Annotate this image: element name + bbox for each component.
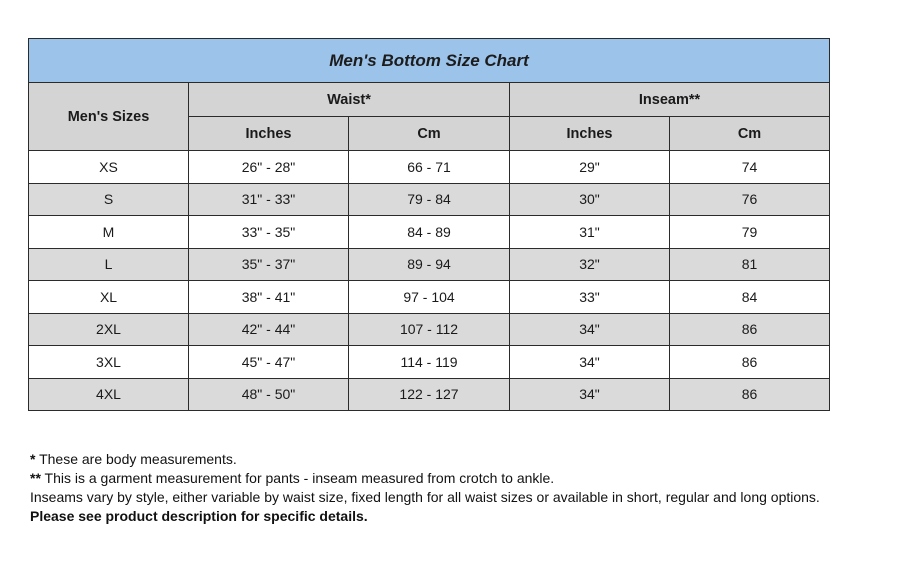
inseam-inches-header: Inches: [510, 117, 670, 151]
table-row: [29, 346, 830, 379]
table-row: [29, 248, 830, 281]
footnote-text: This is a garment measurement for pants - inseam measured from crotch to ankle.: [40, 470, 555, 486]
waist-group-header: Waist*: [189, 83, 510, 117]
waist-cm-header: Cm: [349, 117, 510, 151]
waist-cm-cell: 107 - 112: [349, 313, 510, 346]
inseam-cm-cell: 74: [670, 151, 830, 184]
inseam-cm-cell: 86: [670, 313, 830, 346]
inseam-inches-cell: 29": [510, 151, 670, 184]
note-bold-text: Please see product description for specific details.: [30, 508, 368, 524]
waist-cm-cell: 89 - 94: [349, 248, 510, 281]
inseam-inches-cell: 34": [510, 313, 670, 346]
waist-cm-cell: 66 - 71: [349, 151, 510, 184]
footnote-body-measurements: [30, 450, 860, 469]
inseam-group-header: Inseam**: [510, 83, 830, 117]
note-text: Inseams vary by style, either variable by waist size, fixed length for all waist sizes or available in short, regular and long options.: [30, 489, 820, 505]
size-cell: L: [29, 248, 189, 281]
waist-inches-cell: 48" - 50": [189, 378, 349, 411]
waist-cm-cell: 122 - 127: [349, 378, 510, 411]
waist-inches-cell: 26" - 28": [189, 151, 349, 184]
inseam-cm-cell: 84: [670, 281, 830, 314]
size-column-header: Men's Sizes: [29, 83, 189, 151]
inseam-inches-cell: 34": [510, 346, 670, 379]
inseam-inches-cell: 31": [510, 216, 670, 249]
inseam-cm-cell: 86: [670, 378, 830, 411]
footnote-text: These are body measurements.: [35, 451, 237, 467]
footnote-marker: *: [30, 451, 36, 467]
inseam-cm-header: Cm: [670, 117, 830, 151]
footnote-marker: **: [30, 470, 41, 486]
waist-cm-cell: 114 - 119: [349, 346, 510, 379]
size-cell: 2XL: [29, 313, 189, 346]
size-chart-table: [28, 38, 830, 411]
waist-inches-cell: 38" - 41": [189, 281, 349, 314]
table-row: [29, 216, 830, 249]
waist-cm-cell: 79 - 84: [349, 183, 510, 216]
waist-inches-header: Inches: [189, 117, 349, 151]
chart-title: Men's Bottom Size Chart: [29, 39, 830, 83]
inseam-inches-cell: 34": [510, 378, 670, 411]
waist-inches-cell: 33" - 35": [189, 216, 349, 249]
inseam-cm-cell: 86: [670, 346, 830, 379]
table-row: [29, 378, 830, 411]
waist-inches-cell: 31" - 33": [189, 183, 349, 216]
size-cell: M: [29, 216, 189, 249]
table-row: [29, 313, 830, 346]
footnotes: [30, 450, 860, 526]
inseam-cm-cell: 81: [670, 248, 830, 281]
waist-cm-cell: 84 - 89: [349, 216, 510, 249]
table-row: [29, 151, 830, 184]
size-cell: XS: [29, 151, 189, 184]
waist-inches-cell: 45" - 47": [189, 346, 349, 379]
inseam-inches-cell: 32": [510, 248, 670, 281]
footnote-garment-measurement: [30, 469, 860, 488]
waist-cm-cell: 97 - 104: [349, 281, 510, 314]
inseam-inches-cell: 30": [510, 183, 670, 216]
table-row: [29, 281, 830, 314]
size-cell: 4XL: [29, 378, 189, 411]
table-row: [29, 183, 830, 216]
inseam-variation-note: [30, 488, 860, 526]
inseam-cm-cell: 76: [670, 183, 830, 216]
size-cell: XL: [29, 281, 189, 314]
waist-inches-cell: 35" - 37": [189, 248, 349, 281]
size-cell: S: [29, 183, 189, 216]
inseam-cm-cell: 79: [670, 216, 830, 249]
waist-inches-cell: 42" - 44": [189, 313, 349, 346]
size-cell: 3XL: [29, 346, 189, 379]
inseam-inches-cell: 33": [510, 281, 670, 314]
